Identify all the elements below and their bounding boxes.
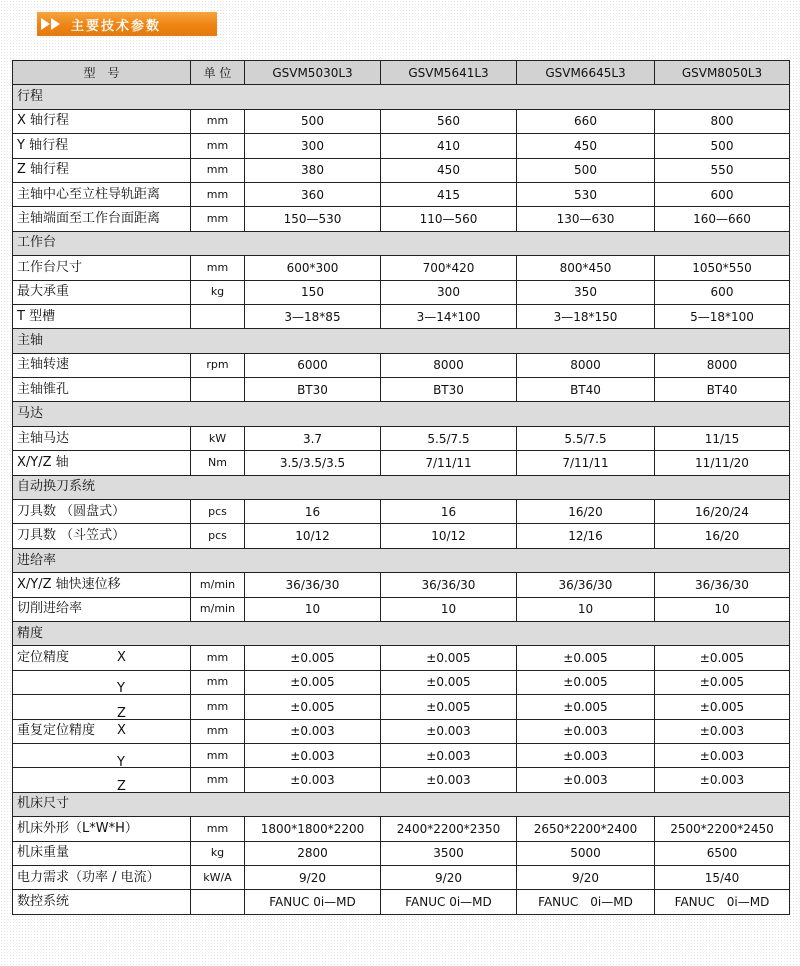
value-cell: ±0.005 [517,670,655,694]
value-cell: ±0.005 [381,695,517,719]
header-cell-model-1: GSVM5030L3 [245,61,381,85]
value-cell: FANUC 0i—MD [381,890,517,914]
value-cell: 700*420 [381,256,517,280]
section-row [13,475,790,499]
value-cell: ±0.005 [655,695,790,719]
param-name: 工作台尺寸 [17,259,83,275]
value-cell: 5.5/7.5 [517,426,655,450]
value-cell: 15/40 [655,865,790,889]
section-banner [37,12,217,36]
param-name-cell [13,670,191,694]
banner-title: 主要技术参数 [71,18,162,34]
table-row [13,304,790,328]
value-cell: 9/20 [517,865,655,889]
section-row [13,85,790,109]
value-cell: 3—18*85 [245,304,381,328]
value-cell: 8000 [517,353,655,377]
value-cell: 800*450 [517,256,655,280]
value-cell: ±0.005 [655,670,790,694]
section-title: 行程 [13,85,790,109]
param-name-cell [13,817,191,841]
value-cell: 36/36/30 [517,573,655,597]
param-name-cell [13,597,191,621]
value-cell: 450 [381,158,517,182]
param-name-cell [13,182,191,206]
value-cell: FANUC 0i—MD [245,890,381,914]
value-cell: 110—560 [381,207,517,231]
param-name: 主轴马达 [17,430,70,446]
param-name: X 轴行程 [17,113,70,129]
param-name: Z 轴行程 [17,162,70,178]
value-cell: 415 [381,182,517,206]
param-name: 主轴中心至立柱导轨距离 [17,186,161,202]
unit-cell: mm [191,207,245,231]
value-cell: 10 [517,597,655,621]
value-cell: ±0.003 [655,768,790,792]
value-cell: 5000 [517,841,655,865]
value-cell: 6500 [655,841,790,865]
unit-cell [191,304,245,328]
table-row [13,719,790,743]
param-name-cell [13,719,191,743]
spec-table [12,60,790,915]
param-name-cell [13,134,191,158]
section-row [13,329,790,353]
value-cell: 660 [517,109,655,133]
param-name-cell [13,695,191,719]
value-cell: 600*300 [245,256,381,280]
section-title: 进给率 [13,548,790,572]
table-row [13,890,790,914]
table-row [13,207,790,231]
value-cell: 10/12 [381,524,517,548]
table-row [13,865,790,889]
value-cell: 16 [245,500,381,524]
value-cell: 150 [245,280,381,304]
table-row [13,134,790,158]
value-cell: 10/12 [245,524,381,548]
unit-cell: mm [191,768,245,792]
param-name-cell [13,304,191,328]
header-cell-model-4: GSVM8050L3 [655,61,790,85]
value-cell: 7/11/11 [517,451,655,475]
param-name-cell [13,207,191,231]
value-cell: ±0.003 [517,719,655,743]
param-name-cell [13,743,191,767]
param-name: 重复定位精度 [17,723,96,739]
unit-cell: Nm [191,451,245,475]
value-cell: 3500 [381,841,517,865]
param-name: 刀具数 （斗笠式） [17,528,126,544]
value-cell: BT30 [381,378,517,402]
value-cell: 450 [517,134,655,158]
param-name-cell [13,524,191,548]
value-cell: ±0.005 [517,695,655,719]
value-cell: 530 [517,182,655,206]
param-name: 数控系统 [17,893,70,909]
header-cell-model-2: GSVM5641L3 [381,61,517,85]
table-row [13,841,790,865]
value-cell: 300 [245,134,381,158]
unit-cell: mm [191,134,245,158]
param-name: 定位精度 [17,650,70,666]
table-row [13,158,790,182]
unit-cell: mm [191,182,245,206]
table-row [13,768,790,792]
section-row [13,792,790,816]
value-cell: BT40 [517,378,655,402]
unit-cell: kW/A [191,865,245,889]
value-cell: 1800*1800*2200 [245,817,381,841]
param-name-cell [13,451,191,475]
unit-cell: rpm [191,353,245,377]
param-name: 主轴转速 [17,357,70,373]
section-title: 精度 [13,621,790,645]
value-cell: ±0.003 [517,743,655,767]
value-cell: 3—14*100 [381,304,517,328]
section-title: 工作台 [13,231,790,255]
table-row [13,280,790,304]
param-name: T 型槽 [17,308,56,324]
value-cell: 16/20 [517,500,655,524]
value-cell: 380 [245,158,381,182]
value-cell: 8000 [655,353,790,377]
param-name: Y 轴行程 [17,137,69,153]
section-row [13,548,790,572]
table-row [13,817,790,841]
param-axis: X [117,723,126,739]
value-cell: 300 [381,280,517,304]
param-name: 主轴锥孔 [17,381,70,397]
value-cell: FANUC 0i—MD [517,890,655,914]
value-cell: 500 [517,158,655,182]
value-cell: ±0.003 [245,768,381,792]
param-axis: Y [117,681,125,695]
param-name-cell [13,890,191,914]
value-cell: 1050*550 [655,256,790,280]
param-name: 切削进给率 [17,601,83,617]
value-cell: 600 [655,182,790,206]
param-axis: X [117,650,126,666]
param-name-cell [13,109,191,133]
section-title: 自动换刀系统 [13,475,790,499]
table-row [13,109,790,133]
param-name: 主轴端面至工作台面距离 [17,211,161,227]
value-cell: 36/36/30 [245,573,381,597]
value-cell: 6000 [245,353,381,377]
value-cell: 5.5/7.5 [381,426,517,450]
value-cell: 11/15 [655,426,790,450]
table-row [13,573,790,597]
header-cell-model-3: GSVM6645L3 [517,61,655,85]
unit-cell: m/min [191,597,245,621]
unit-cell: mm [191,817,245,841]
param-name: X/Y/Z 轴快速位移 [17,576,121,592]
param-name-cell [13,256,191,280]
value-cell: 3.5/3.5/3.5 [245,451,381,475]
value-cell: 10 [245,597,381,621]
unit-cell: kg [191,841,245,865]
value-cell: 500 [655,134,790,158]
unit-cell [191,378,245,402]
value-cell: 550 [655,158,790,182]
value-cell: ±0.003 [381,743,517,767]
value-cell: ±0.005 [381,646,517,670]
param-name: 电力需求（功率 / 电流） [17,869,160,885]
value-cell: 500 [245,109,381,133]
value-cell: 7/11/11 [381,451,517,475]
table-row [13,646,790,670]
header-cell-model: 型 号 [13,61,191,85]
value-cell: ±0.005 [381,670,517,694]
value-cell: BT30 [245,378,381,402]
unit-cell: pcs [191,500,245,524]
section-title: 机床尺寸 [13,792,790,816]
param-name: 刀具数 （圆盘式） [17,503,126,519]
value-cell: ±0.005 [245,646,381,670]
section-title: 马达 [13,402,790,426]
value-cell: 5—18*100 [655,304,790,328]
value-cell: ±0.005 [245,670,381,694]
value-cell: ±0.003 [245,719,381,743]
unit-cell: mm [191,158,245,182]
value-cell: 2500*2200*2450 [655,817,790,841]
value-cell: 350 [517,280,655,304]
unit-cell: mm [191,670,245,694]
param-name-cell [13,426,191,450]
table-row [13,695,790,719]
value-cell: ±0.003 [655,719,790,743]
param-name-cell [13,378,191,402]
table-row [13,378,790,402]
value-cell: 16/20 [655,524,790,548]
unit-cell: mm [191,109,245,133]
param-name-cell [13,841,191,865]
unit-cell: pcs [191,524,245,548]
value-cell: FANUC 0i—MD [655,890,790,914]
param-name-cell [13,280,191,304]
param-name: 最大承重 [17,284,70,300]
section-row [13,231,790,255]
table-row [13,524,790,548]
value-cell: ±0.005 [655,646,790,670]
value-cell: ±0.005 [245,695,381,719]
double-arrow-icon [41,18,61,30]
value-cell: 160—660 [655,207,790,231]
param-name-cell [13,768,191,792]
section-row [13,402,790,426]
value-cell: 410 [381,134,517,158]
unit-cell: kg [191,280,245,304]
unit-cell: m/min [191,573,245,597]
value-cell: 2800 [245,841,381,865]
value-cell: 130—630 [517,207,655,231]
value-cell: 16 [381,500,517,524]
unit-cell: mm [191,646,245,670]
section-row [13,621,790,645]
table-row [13,670,790,694]
table-row [13,353,790,377]
param-name-cell [13,500,191,524]
value-cell: 36/36/30 [655,573,790,597]
param-name-cell [13,865,191,889]
param-name-cell [13,646,191,670]
value-cell: 10 [655,597,790,621]
param-axis: Z [117,779,126,793]
value-cell: ±0.005 [517,646,655,670]
param-name: X/Y/Z 轴 [17,454,69,470]
value-cell: ±0.003 [245,743,381,767]
value-cell: 600 [655,280,790,304]
table-row [13,451,790,475]
value-cell: 16/20/24 [655,500,790,524]
table-row [13,597,790,621]
value-cell: 9/20 [381,865,517,889]
table-row [13,426,790,450]
param-axis: Z [117,705,126,720]
value-cell: 11/11/20 [655,451,790,475]
value-cell: ±0.003 [517,768,655,792]
unit-cell: mm [191,719,245,743]
value-cell: ±0.003 [381,719,517,743]
value-cell: ±0.003 [655,743,790,767]
value-cell: 12/16 [517,524,655,548]
param-name: 机床重量 [17,845,70,861]
value-cell: 150—530 [245,207,381,231]
param-name: 机床外形（L*W*H） [17,820,138,836]
header-cell-unit: 单 位 [191,61,245,85]
unit-cell: kW [191,426,245,450]
table-row [13,182,790,206]
value-cell: ±0.003 [381,768,517,792]
value-cell: 3.7 [245,426,381,450]
value-cell: BT40 [655,378,790,402]
value-cell: 800 [655,109,790,133]
table-row [13,256,790,280]
value-cell: 10 [381,597,517,621]
unit-cell: mm [191,256,245,280]
param-name-cell [13,573,191,597]
value-cell: 3—18*150 [517,304,655,328]
table-row [13,500,790,524]
value-cell: 36/36/30 [381,573,517,597]
param-axis: Y [117,754,125,768]
unit-cell: mm [191,743,245,767]
value-cell: 9/20 [245,865,381,889]
value-cell: 360 [245,182,381,206]
unit-cell [191,890,245,914]
value-cell: 2650*2200*2400 [517,817,655,841]
param-name-cell [13,353,191,377]
unit-cell: mm [191,695,245,719]
value-cell: 560 [381,109,517,133]
value-cell: 2400*2200*2350 [381,817,517,841]
table-row [13,743,790,767]
header-row [13,61,790,85]
section-title: 主轴 [13,329,790,353]
value-cell: 8000 [381,353,517,377]
param-name-cell [13,158,191,182]
